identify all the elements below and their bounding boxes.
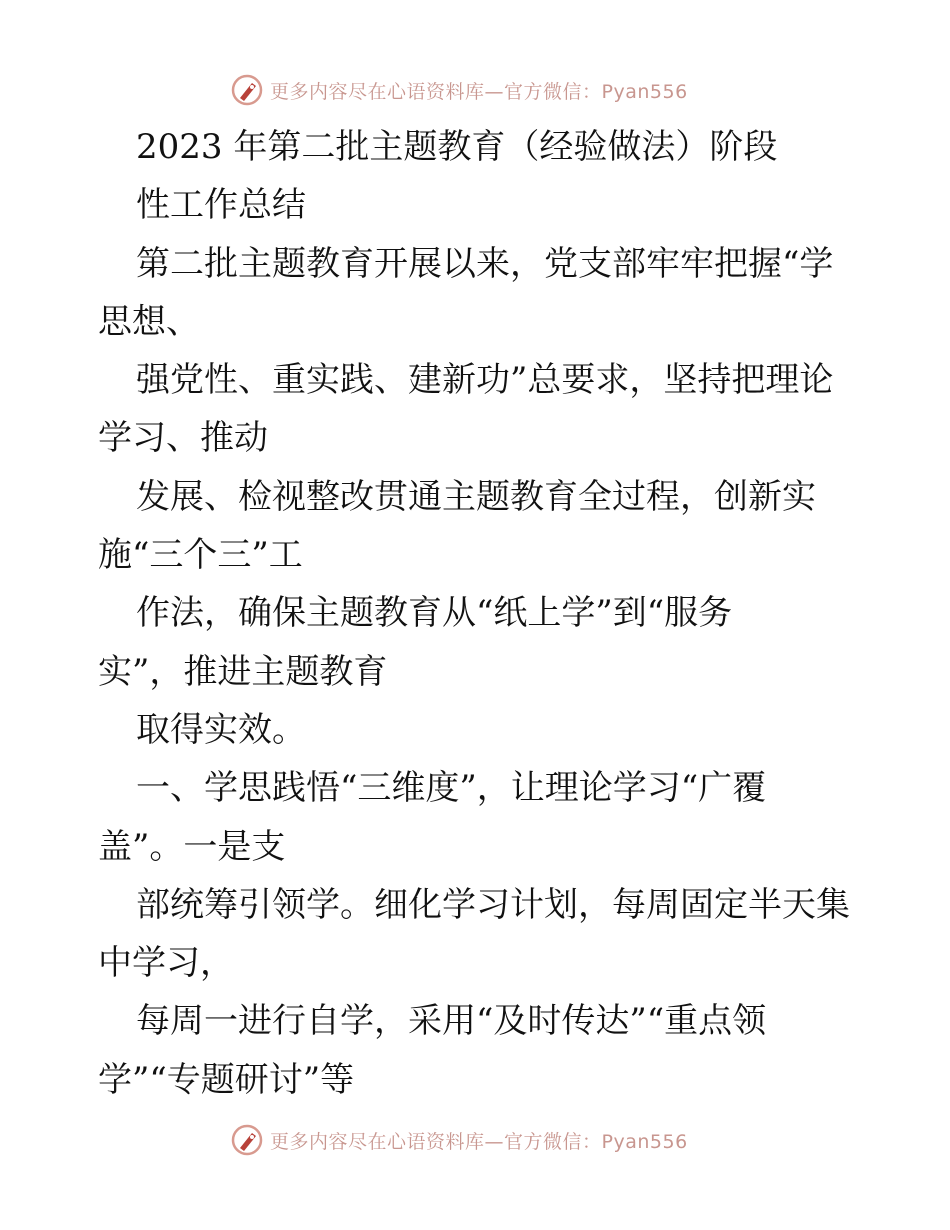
paragraph-line: 学习、推动 [98, 418, 268, 459]
paragraph-line: 部统筹引领学。细化学习计划，每周固定半天集 [136, 884, 850, 925]
paragraph-line: 中学习， [98, 943, 234, 984]
watermark-banner-top [230, 70, 730, 110]
paragraph-line: 第二批主题教育开展以来，党支部牢牢把握“学 [136, 243, 834, 284]
paragraph-line: 发展、检视整改贯通主题教育全过程，创新实 [136, 476, 816, 517]
paragraph-line: 每周一进行自学，采用“及时传达”“重点领 [136, 1001, 767, 1042]
paragraph-line: 取得实效。 [136, 709, 306, 750]
watermark-text-top: 更多内容尽在心语资料库—官方微信：Pyan556 [270, 80, 688, 103]
paragraph-line: 作法，确保主题教育从“纸上学”到“服务 [136, 593, 733, 634]
paragraph-line: 思想、 [98, 301, 200, 342]
watermark-banner-bottom [230, 1120, 730, 1160]
section-heading-line: 一、学思践悟“三维度”，让理论学习“广覆 [136, 768, 767, 809]
watermark-text-bottom: 更多内容尽在心语资料库—官方微信：Pyan556 [270, 1130, 688, 1153]
document-body [98, 118, 868, 1109]
pen-nib-logo-icon [230, 73, 264, 107]
pen-nib-logo-icon [230, 1123, 264, 1157]
title-line-2: 性工作总结 [136, 185, 306, 226]
section-heading-line: 盖”。一是支 [98, 826, 286, 867]
paragraph-line: 学”“专题研讨”等 [98, 1059, 355, 1100]
paragraph-line: 施“三个三”工 [98, 535, 303, 576]
paragraph-line: 实”，推进主题教育 [98, 651, 388, 692]
paragraph-line: 强党性、重实践、建新功”总要求，坚持把理论 [136, 360, 834, 401]
title-line-1: 2023 年第二批主题教育（经验做法）阶段 [136, 127, 778, 167]
